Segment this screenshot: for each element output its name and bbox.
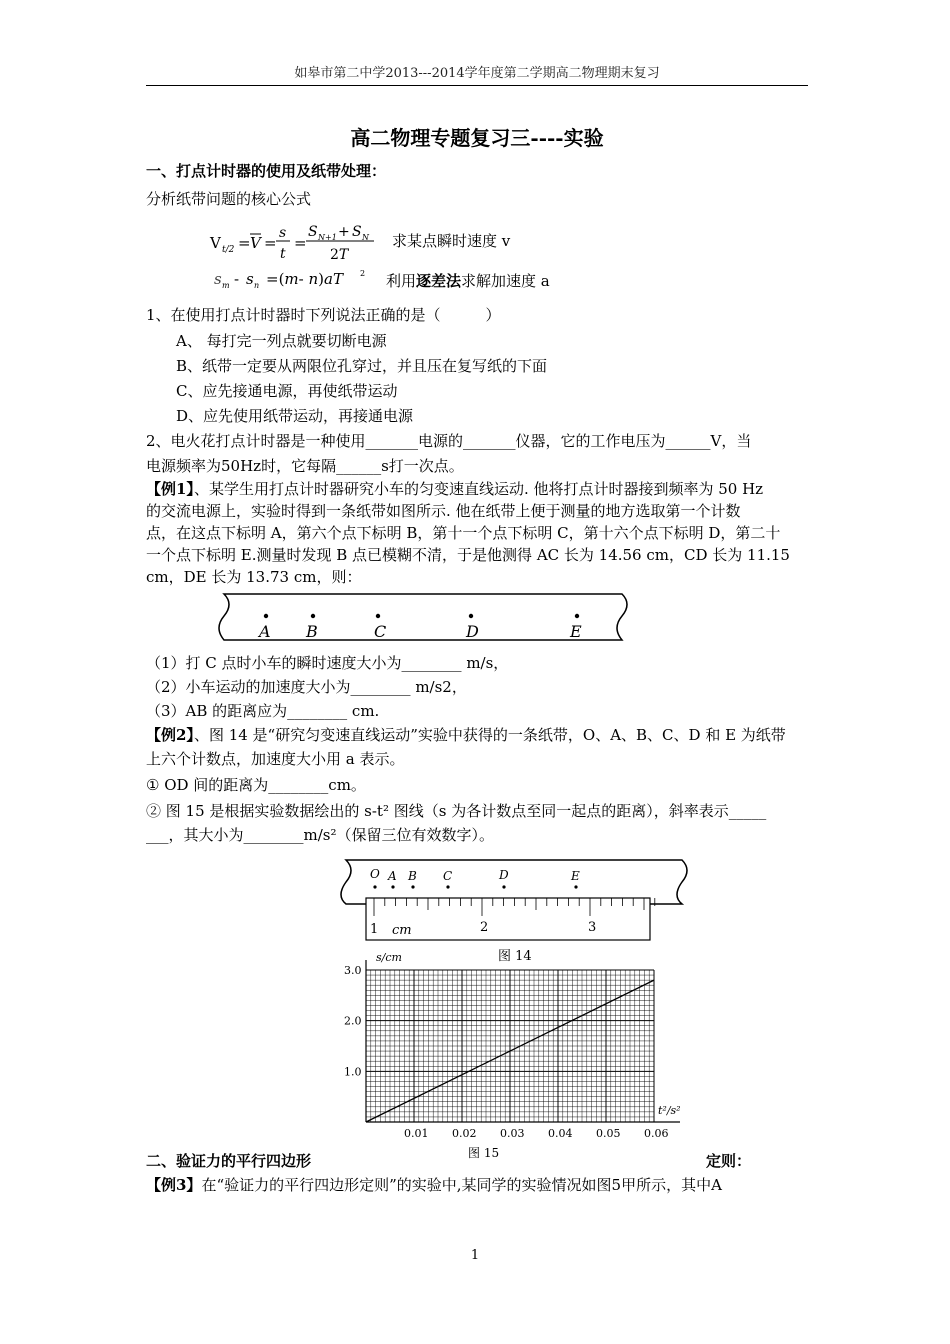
fig14-label-b: B [408,869,417,883]
svg-text:+: + [338,224,350,240]
svg-text:N: N [362,233,369,242]
svg-text:2: 2 [360,269,366,278]
page-header: 如皋市第二中学2013---2014学年度第二学期高二物理期末复习 [294,66,660,81]
fig14-label-o: O [370,867,380,881]
y-tick-label: 3.0 [344,964,362,977]
svg-text:t/2: t/2 [222,245,235,255]
tape-label-e: E [570,622,582,641]
q1-option-d: D、应先使用纸带运动，再接通电源 [176,407,414,425]
tape-dot-d [469,614,473,618]
svg-text:2: 2 [480,920,489,935]
section2-heading: 二、验证力的平行四边形 定则： [146,1152,752,1170]
paper-tape-figure [214,590,634,648]
example1-subq3: （3）AB 的距离应为________ cm. [146,702,380,720]
svg-text:S: S [308,224,318,240]
figure14-caption: 图 14 [498,949,532,964]
x-tick-label: 0.05 [596,1127,621,1140]
tape-dot-c [376,614,380,618]
svg-text:=: = [294,234,307,252]
example1-line4: 一个点下标明 E.测量时发现 B 点已模糊不清，于是他测得 AC 长为 14.56 cm，CD 长为 11.15 [146,546,790,564]
velocity-formula [208,218,568,268]
fig14-label-d: D [499,868,509,882]
svg-text:=(m- n)aT: =(m- n)aT [266,270,343,288]
svg-text:t: t [280,246,286,262]
tape-label-b: B [306,622,318,641]
svg-text:s: s [246,270,254,288]
tape-dot-b [311,614,315,618]
question2-line2: 电源频率为50Hz时，它每隔______s打一次点。 [146,457,464,475]
chart-xlabel: t²/s² [658,1104,681,1117]
svg-text:=: = [238,234,251,252]
section1-intro: 分析纸带问题的核心公式 [146,190,312,208]
svg-text:n: n [254,281,260,290]
svg-text:S: S [352,224,362,240]
example1-line1: 【例1】、某学生用打点计时器研究小车的匀变速直线运动. 他将打点计时器接到频率为 50 Hz [146,480,764,498]
tape-label-a: A [259,622,271,641]
svg-text:3: 3 [588,920,597,935]
tape-label-d: D [466,622,479,641]
example3-line: 【例3】在“验证力的平行四边形定则”的实验中,某同学的实验情况如图5甲所示，其中A [146,1176,722,1194]
y-tick-label: 1.0 [344,1065,362,1079]
svg-text:-: - [234,270,240,288]
example2-line2: 上六个计数点，加速度大小用 a 表示。 [146,750,405,768]
q1-option-c: C、应先接通电源，再使纸带运动 [176,382,398,400]
section1-heading: 一、打点计时器的使用及纸带处理： [146,162,387,180]
fig14-label-c: C [443,869,453,883]
formula1-note: 求某点瞬时速度 v [392,232,511,250]
example2-sub2a: ② 图 15 是根据实验数据绘出的 s-t² 图线（s 为各计数点至同一起点的距离），斜率表示_____ [146,802,767,820]
example2-line1: 【例2】、图 14 是“研究匀变速直线运动”实验中获得的一条纸带，O、A、B、C、D 和 E 为纸带 [146,726,786,744]
q1-option-b: B、纸带一定要从两限位孔穿过，并且压在复写纸的下面 [176,357,548,375]
svg-text:1: 1 [370,922,379,937]
question1-stem: 1、在使用打点计时器时下列说法正确的是（ ） [146,306,501,324]
header-divider [146,85,808,86]
tape-dot-a [264,614,268,618]
example1-line3: 点，在这点下标明 A，第六个点下标明 B，第十一个点下标明 C，第十六个点下标明 D，第二十 [146,524,781,542]
formula2-note: 利用逐差法求解加速度 a [386,272,550,290]
x-tick-label: 0.02 [452,1127,477,1140]
fig14-label-e: E [571,869,580,883]
tape-dot-e [575,614,579,618]
x-tick-label: 0.06 [644,1127,669,1140]
svg-text:N+1: N+1 [318,233,337,242]
svg-text:V: V [250,234,261,252]
chart-title: 图 15 [468,1146,500,1160]
example2-sub1: ① OD 间的距离为________cm。 [146,776,366,794]
svg-text:2T: 2T [330,247,349,263]
page-title: 高二物理专题复习三----实验 [350,126,604,150]
svg-text:s: s [279,225,287,241]
question2-line1: 2、电火花打点计时器是一种使用_______电源的_______仪器，它的工作电压为______V，当 [146,432,752,450]
svg-text:s: s [214,270,222,288]
tape-label-c: C [374,622,387,641]
example1-line5: cm，DE 长为 13.73 cm，则： [146,568,362,586]
q1-option-a: A、 每打完一列点就要切断电源 [176,332,387,350]
example1-line2: 的交流电源上，实验时得到一条纸带如图所示. 他在纸带上便于测量的地方选取第一个计数 [146,502,741,520]
svg-text:cm: cm [392,923,412,938]
acceleration-formula [212,264,392,292]
fig14-label-a: A [388,869,397,883]
example2-sub2b: ___，其大小为________m/s²（保留三位有效数字）。 [146,826,494,844]
x-tick-label: 0.01 [404,1127,429,1140]
svg-text:V: V [210,234,221,252]
page-number: 1 [470,1248,480,1263]
x-tick-label: 0.03 [500,1127,525,1140]
chart-ylabel: s/cm [376,951,402,964]
svg-text:m: m [222,281,230,290]
y-tick-label: 2.0 [344,1014,362,1028]
example1-subq2: （2）小车运动的加速度大小为________ m/s2， [146,678,467,696]
x-tick-label: 0.04 [548,1127,573,1140]
svg-text:=: = [264,234,277,252]
figure15-chart [340,944,700,1164]
example1-subq1: （1）打 C 点时小车的瞬时速度大小为________ m/s， [146,654,509,672]
